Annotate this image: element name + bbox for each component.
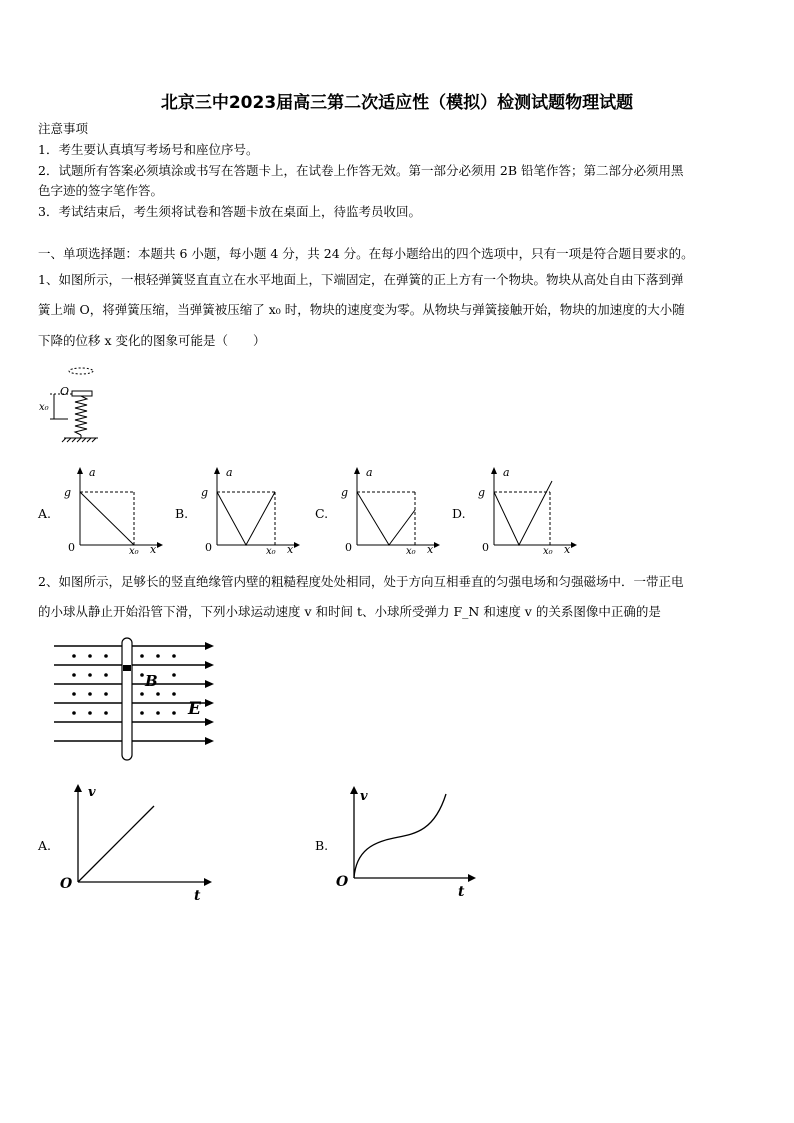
svg-text:t: t xyxy=(458,884,465,900)
page-title: 北京三中2023届高三第二次适应性（模拟）检测试题物理试题 xyxy=(160,93,634,113)
q2-graph-a xyxy=(58,780,218,905)
field-b-label: B xyxy=(145,672,158,690)
svg-text:a: a xyxy=(226,466,233,479)
compress-label: x₀ xyxy=(39,402,49,413)
notice-item: 色字迹的签字笔作答。 xyxy=(38,183,164,198)
option-a-label: A. xyxy=(38,506,52,521)
svg-text:x: x xyxy=(564,543,571,556)
q1-text: 下降的位移 x 变化的图象可能是（ ） xyxy=(38,333,266,348)
option-c-label: C. xyxy=(315,506,329,521)
graph-d xyxy=(476,465,586,560)
q2-option-b-label: B. xyxy=(315,838,329,853)
notice-item: 1．考生要认真填写考场号和座位序号。 xyxy=(38,142,259,157)
spring-figure xyxy=(38,362,118,447)
graph-b xyxy=(199,465,309,560)
svg-text:0: 0 xyxy=(205,541,212,554)
svg-text:v: v xyxy=(88,785,96,800)
svg-text:g: g xyxy=(201,486,209,499)
origin-label: O xyxy=(60,385,70,398)
notice-heading: 注意事项 xyxy=(38,121,89,136)
svg-text:x₀: x₀ xyxy=(406,546,416,557)
svg-text:x: x xyxy=(150,543,157,556)
q1-text: 1、如图所示，一根轻弹簧竖直直立在水平地面上，下端固定，在弹簧的正上方有一个物块。物块从高处自由下落到弹 xyxy=(38,272,684,287)
option-d-label: D. xyxy=(452,506,466,521)
notice-item: 2．试题所有答案必须填涂或书写在答题卡上，在试卷上作答无效。第一部分必须用 2B 铅笔作答；第二部分必须用黑 xyxy=(38,163,684,178)
svg-text:0: 0 xyxy=(345,541,352,554)
notice-item: 3．考试结束后，考生须将试卷和答题卡放在桌面上，待监考员收回。 xyxy=(38,204,421,219)
svg-text:x: x xyxy=(287,543,294,556)
section-header: 一、单项选择题：本题共 6 小题，每小题 4 分，共 24 分。在每小题给出的四个选项中，只有一项是符合题目要求的。 xyxy=(38,246,694,261)
graph-c xyxy=(339,465,449,560)
option-b-label: B. xyxy=(175,506,189,521)
svg-text:O: O xyxy=(336,874,349,890)
svg-text:x₀: x₀ xyxy=(543,546,553,557)
svg-text:x₀: x₀ xyxy=(129,546,139,557)
svg-text:0: 0 xyxy=(68,541,75,554)
svg-text:a: a xyxy=(366,466,373,479)
q2-graph-b xyxy=(334,780,494,905)
svg-text:g: g xyxy=(64,486,72,499)
q2-option-a-label: A. xyxy=(38,838,52,853)
field-e-label: E xyxy=(188,699,201,719)
q1-text: 簧上端 O，将弹簧压缩，当弹簧被压缩了 x₀ 时，物块的速度变为零。从物块与弹簧接触开始，物块的加速度的大小随 xyxy=(38,302,685,317)
graph-a xyxy=(62,465,172,560)
svg-text:a: a xyxy=(503,466,510,479)
svg-text:t: t xyxy=(194,888,201,904)
svg-text:O: O xyxy=(60,876,73,892)
svg-text:a: a xyxy=(89,466,96,479)
q2-text: 2、如图所示，足够长的竖直绝缘管内壁的粗糙程度处处相同，处于方向互相垂直的匀强电场和匀强磁场中．一带正电 xyxy=(38,574,684,589)
q2-text: 的小球从静止开始沿管下滑，下列小球运动速度 v 和时间 t、小球所受弹力 F_N 和速度 v 的关系图像中正确的是 xyxy=(38,604,661,619)
svg-text:v: v xyxy=(360,789,368,804)
svg-text:x₀: x₀ xyxy=(266,546,276,557)
svg-text:0: 0 xyxy=(482,541,489,554)
field-tube-figure xyxy=(50,636,220,766)
svg-text:g: g xyxy=(341,486,349,499)
svg-text:x: x xyxy=(427,543,434,556)
svg-text:g: g xyxy=(478,486,486,499)
